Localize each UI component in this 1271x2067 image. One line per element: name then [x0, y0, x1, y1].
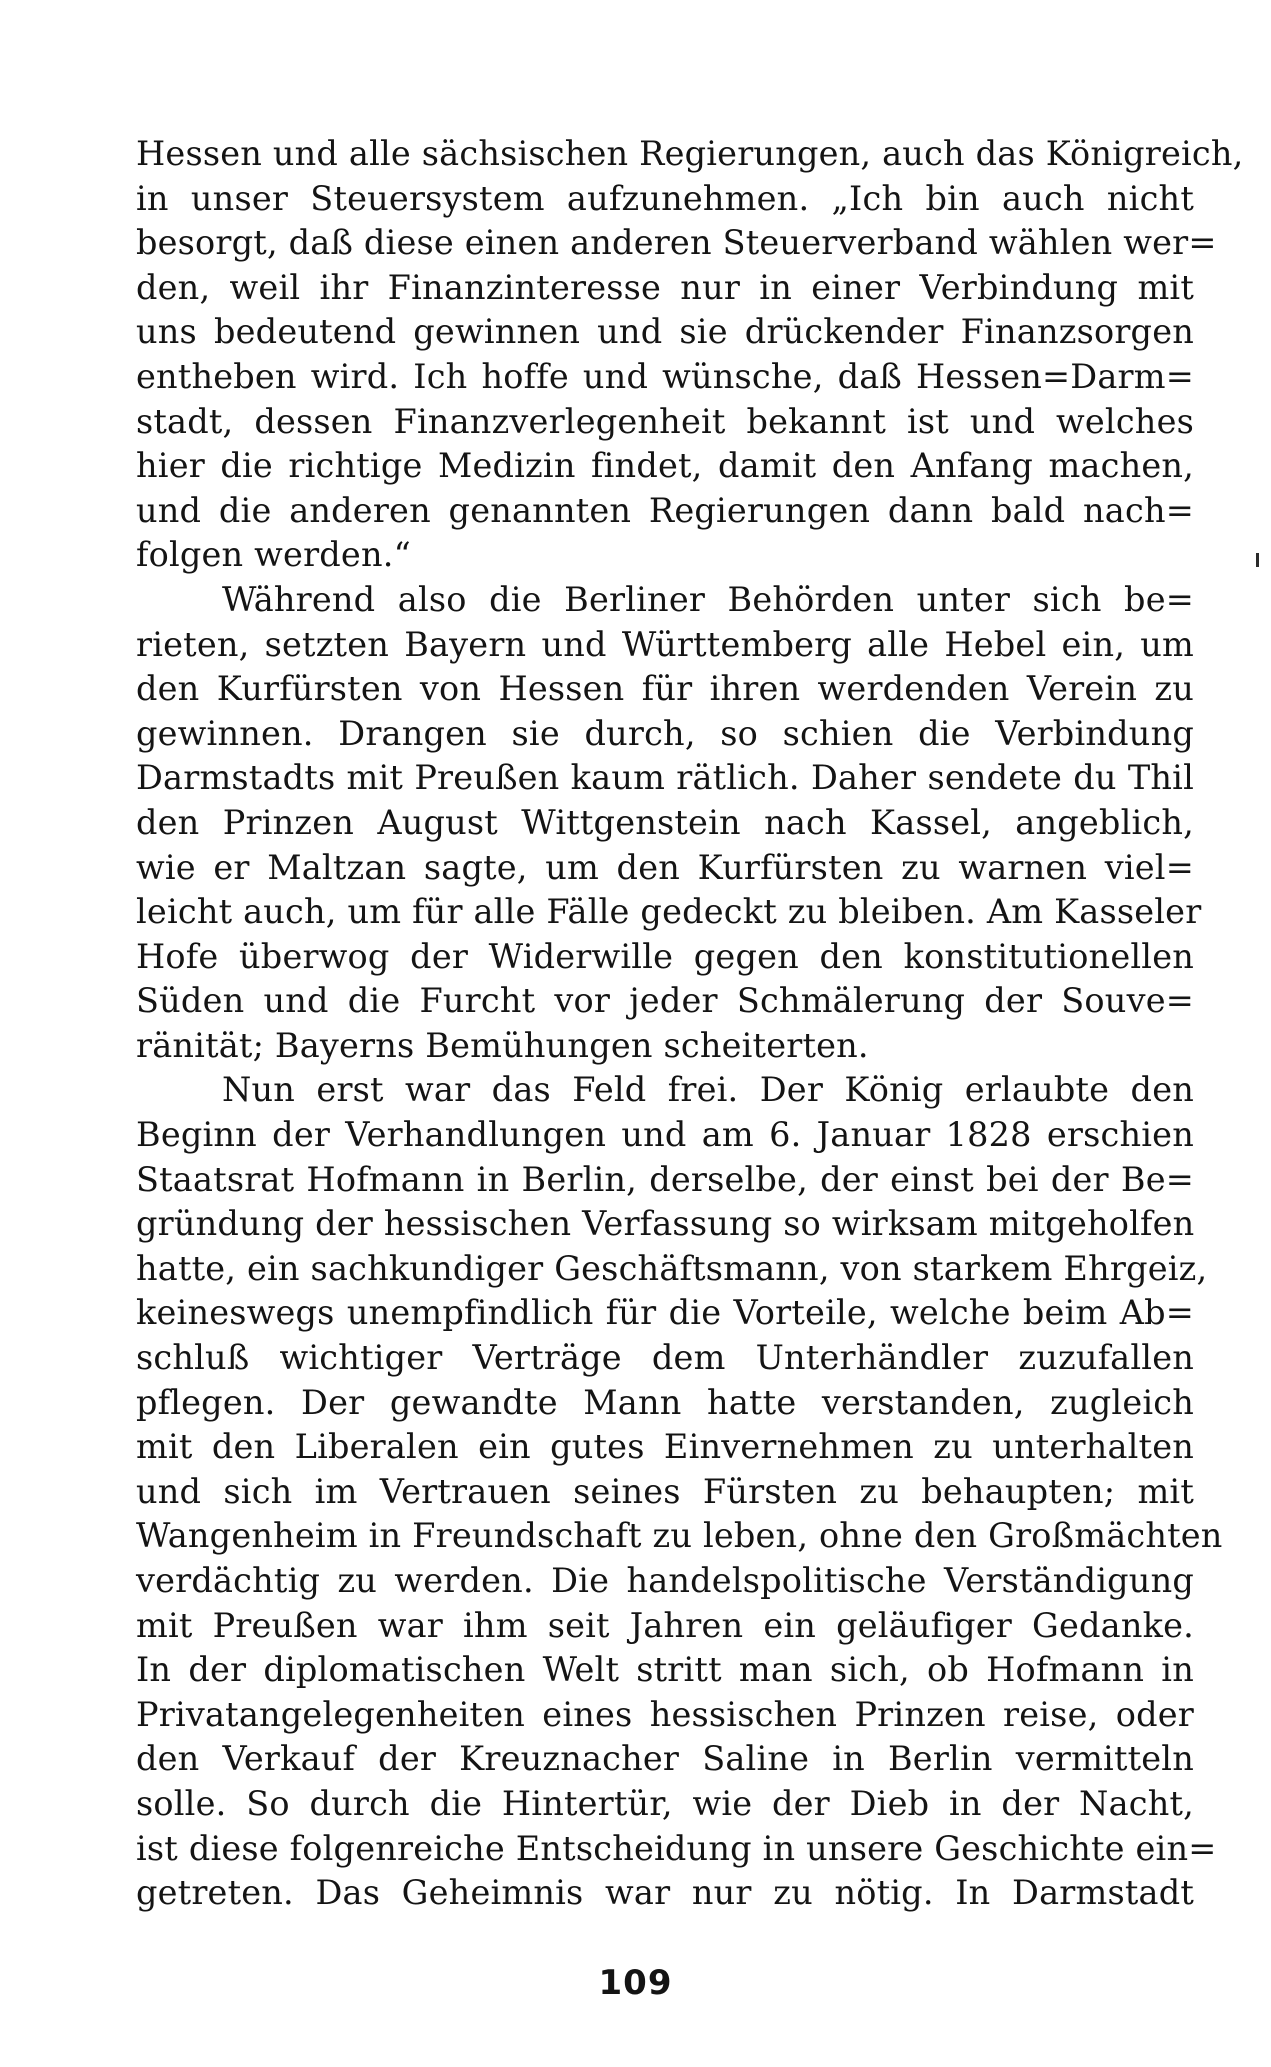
body-text: [136, 132, 1244, 1916]
text-line: pflegen. Der gewandte Mann hatte verstanden, zugleich: [136, 1382, 1194, 1422]
text-line: mit Preußen war ihm seit Jahren ein geläufiger Gedanke.: [136, 1605, 1194, 1645]
text-line: In der diplomatischen Welt stritt man sich, ob Hofmann in: [136, 1650, 1194, 1690]
text-line: verdächtig zu werden. Die handelspolitische Verständigung: [136, 1561, 1194, 1600]
text-line: Beginn der Verhandlungen und am 6. Januar 1828 erschien: [136, 1115, 1194, 1155]
text-line: hatte, ein sachkundiger Geschäftsmann, von starkem Ehrgeiz,: [136, 1248, 1208, 1288]
text-line: stadt, dessen Finanzverlegenheit bekannt ist und welches: [136, 401, 1194, 441]
text-line: ist diese folgenreiche Entscheidung in unsere Geschichte ein=: [136, 1828, 1217, 1868]
text-line: Staatsrat Hofmann in Berlin, derselbe, der einst bei der Be=: [136, 1159, 1194, 1199]
paragraph-start-line: Nun erst war das Feld frei. Der König erlaubte den: [222, 1070, 1194, 1110]
text-line: Wangenheim in Freundschaft zu leben, ohne den Großmächten: [136, 1516, 1223, 1556]
text-line: gewinnen. Drangen sie durch, so schien die Verbindung: [136, 713, 1194, 753]
text-line: besorgt, daß diese einen anderen Steuerverband wählen wer=: [136, 223, 1217, 263]
text-line: den Verkauf der Kreuznacher Saline in Berlin vermitteln: [136, 1739, 1194, 1779]
text-line: den, weil ihr Finanzinteresse nur in einer Verbindung mit: [136, 267, 1194, 307]
text-line: wie er Maltzan sagte, um den Kurfürsten zu warnen viel=: [136, 847, 1194, 887]
text-line: mit den Liberalen ein gutes Einvernehmen zu unterhalten: [136, 1427, 1194, 1467]
text-line: Hofe überwog der Widerwille gegen den konstitutionellen: [136, 936, 1194, 976]
paragraph-end-line: folgen werden.“: [136, 535, 411, 575]
text-line: den Prinzen August Wittgenstein nach Kassel, angeblich,: [136, 802, 1194, 842]
text-line: Privatangelegenheiten eines hessischen Prinzen reise, oder: [136, 1694, 1194, 1734]
text-line: Süden und die Furcht vor jeder Schmälerung der Souve=: [136, 981, 1194, 1021]
text-line: und sich im Vertrauen seines Fürsten zu behaupten; mit: [136, 1471, 1194, 1511]
text-line: entheben wird. Ich hoffe und wünsche, daß Hessen=Darm=: [136, 356, 1194, 396]
text-line: hier die richtige Medizin findet, damit den Anfang machen,: [136, 446, 1194, 486]
text-line: keineswegs unempfindlich für die Vorteile, welche beim Ab=: [136, 1293, 1194, 1333]
text-line: leicht auch, um für alle Fälle gedeckt zu bleiben. Am Kasseler: [136, 892, 1202, 932]
text-line: Darmstadts mit Preußen kaum rätlich. Daher sendete du Thil: [136, 758, 1194, 798]
text-line: solle. So durch die Hintertür, wie der Dieb in der Nacht,: [136, 1783, 1194, 1823]
paragraph-end-line: ränität; Bayerns Bemühungen scheiterten.: [136, 1025, 869, 1065]
text-line: rieten, setzten Bayern und Württemberg alle Hebel ein, um: [136, 624, 1194, 664]
page-number: 109: [598, 1963, 673, 2003]
text-line: uns bedeutend gewinnen und sie drückender Finanzsorgen: [136, 312, 1194, 352]
text-line: getreten. Das Geheimnis war nur zu nötig. In Darmstadt: [136, 1873, 1194, 1913]
text-line: schluß wichtiger Verträge dem Unterhändler zuzufallen: [136, 1338, 1194, 1378]
text-line: gründung der hessischen Verfassung so wirksam mitgeholfen: [136, 1204, 1195, 1244]
text-line: Hessen und alle sächsischen Regierungen, auch das Königreich,: [136, 134, 1244, 173]
paragraph-start-line: Während also die Berliner Behörden unter sich be=: [222, 579, 1194, 619]
margin-mark: [1256, 553, 1259, 567]
text-line: den Kurfürsten von Hessen für ihren werdenden Verein zu: [136, 669, 1194, 709]
text-line: in unser Steuersystem aufzunehmen. „Ich bin auch nicht: [136, 178, 1194, 218]
text-line: und die anderen genannten Regierungen dann bald nach=: [136, 490, 1194, 530]
